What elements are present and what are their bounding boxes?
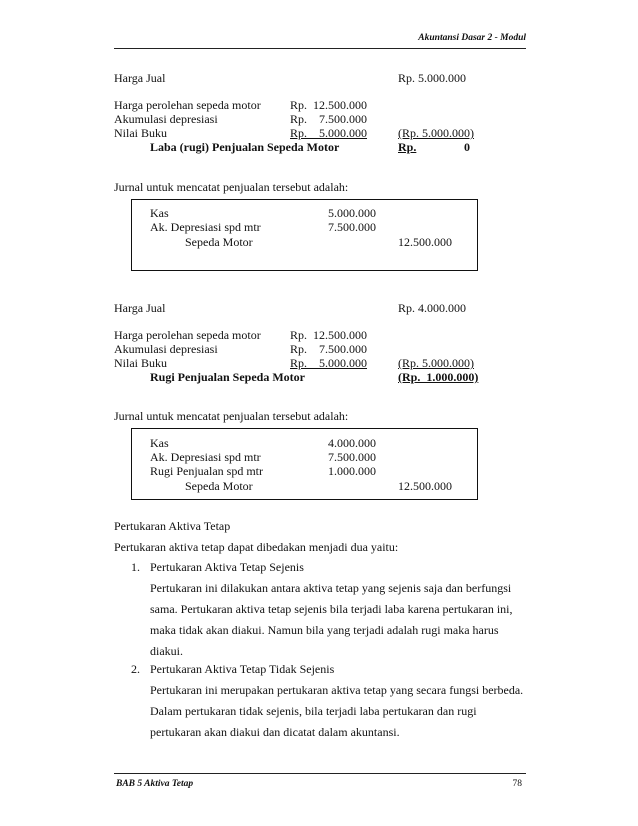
calc2-harga-jual-label: Harga Jual [114,301,166,315]
calc2-row-label: Harga perolehan sepeda motor [114,328,261,342]
calc2-result-label: Rugi Penjualan Sepeda Motor [150,370,306,384]
calc2-row-value: Rp. 12.500.000 [290,328,368,342]
page-number: 78 [512,779,522,789]
calc1-result-value: 0 [464,140,470,154]
section-intro: Pertukaran aktiva tetap dapat dibedakan menjadi dua yaitu: [114,540,399,554]
journal2-debit: 1.000.000 [328,464,376,478]
calc2-row-value: Rp. 7.500.000 [290,342,368,356]
footer-divider [114,773,526,774]
calc1-harga-jual-value: Rp. 5.000.000 [398,71,467,85]
journal1-account: Ak. Depresiasi spd mtr [150,220,261,234]
calc1-row-value: Rp. 12.500.000 [290,98,368,112]
journal2-account: Kas [150,436,169,450]
calc2-harga-jual-value: Rp. 4.000.000 [398,301,467,315]
calc1-row-label: Akumulasi depresiasi [114,112,218,126]
calc1-row-value: Rp. 5.000.000 [290,126,368,140]
journal2-account: Sepeda Motor [185,479,253,493]
list-item-number: 1. [131,560,140,574]
calc2-row-label: Nilai Buku [114,356,167,370]
journal1-credit: 12.500.000 [398,235,452,249]
calc1-harga-jual-label: Harga Jual [114,71,166,85]
header-title: Akuntansi Dasar 2 - Modul [418,33,526,43]
calc1-row-value: Rp. 7.500.000 [290,112,368,126]
journal-intro-2: Jurnal untuk mencatat penjualan tersebut adalah: [114,409,349,423]
calc1-result-rp: Rp. [398,140,417,154]
calc1-result [398,140,470,155]
body-line: diakui. [150,644,183,658]
journal-intro-1: Jurnal untuk mencatat penjualan tersebut adalah: [114,180,349,194]
body-line: Dalam pertukaran tidak sejenis, bila terjadi laba pertukaran dan rugi [150,704,477,718]
calc2-row-label: Akumulasi depresiasi [114,342,218,356]
body-line: Pertukaran ini dilakukan antara aktiva tetap yang sejenis saja dan berfungsi [150,581,512,595]
journal1-account: Kas [150,206,169,220]
journal2-account: Ak. Depresiasi spd mtr [150,450,261,464]
list-item-title: Pertukaran Aktiva Tetap Sejenis [150,560,304,574]
calc2-row-value: Rp. 5.000.000 [290,356,368,370]
calc1-nilai-buku-right: (Rp. 5.000.000) [398,126,474,140]
calc2-nilai-buku-right: (Rp. 5.000.000) [398,356,474,370]
journal2-account: Rugi Penjualan spd mtr [150,464,263,478]
body-line: sama. Pertukaran aktiva tetap sejenis bila terjadi laba karena pertukaran ini, [150,602,513,616]
list-item-title: Pertukaran Aktiva Tetap Tidak Sejenis [150,662,335,676]
journal2-credit: 12.500.000 [398,479,452,493]
journal1-debit: 7.500.000 [328,220,376,234]
journal2-debit: 7.500.000 [328,450,376,464]
calc1-row-label: Nilai Buku [114,126,167,140]
section-heading: Pertukaran Aktiva Tetap [114,519,231,533]
body-line: Pertukaran ini merupakan pertukaran aktiva tetap yang secara fungsi berbeda. [150,683,524,697]
body-line: pertukaran akan diakui dan dicatat dalam akuntansi. [150,725,400,739]
calc1-result-label: Laba (rugi) Penjualan Sepeda Motor [150,140,340,154]
list-item-body [150,680,523,743]
calc1-row-label: Harga perolehan sepeda motor [114,98,261,112]
journal2-debit: 4.000.000 [328,436,376,450]
list-item-body [150,578,513,662]
list-item-number: 2. [131,662,140,676]
body-line: maka tidak akan diakui. Namun bila yang terjadi adalah rugi maka harus [150,623,499,637]
journal1-account: Sepeda Motor [185,235,253,249]
journal1-debit: 5.000.000 [328,206,376,220]
footer-chapter: BAB 5 Aktiva Tetap [116,779,194,789]
calc2-result-value: (Rp. 1.000.000) [398,370,479,384]
header-divider [114,48,526,49]
